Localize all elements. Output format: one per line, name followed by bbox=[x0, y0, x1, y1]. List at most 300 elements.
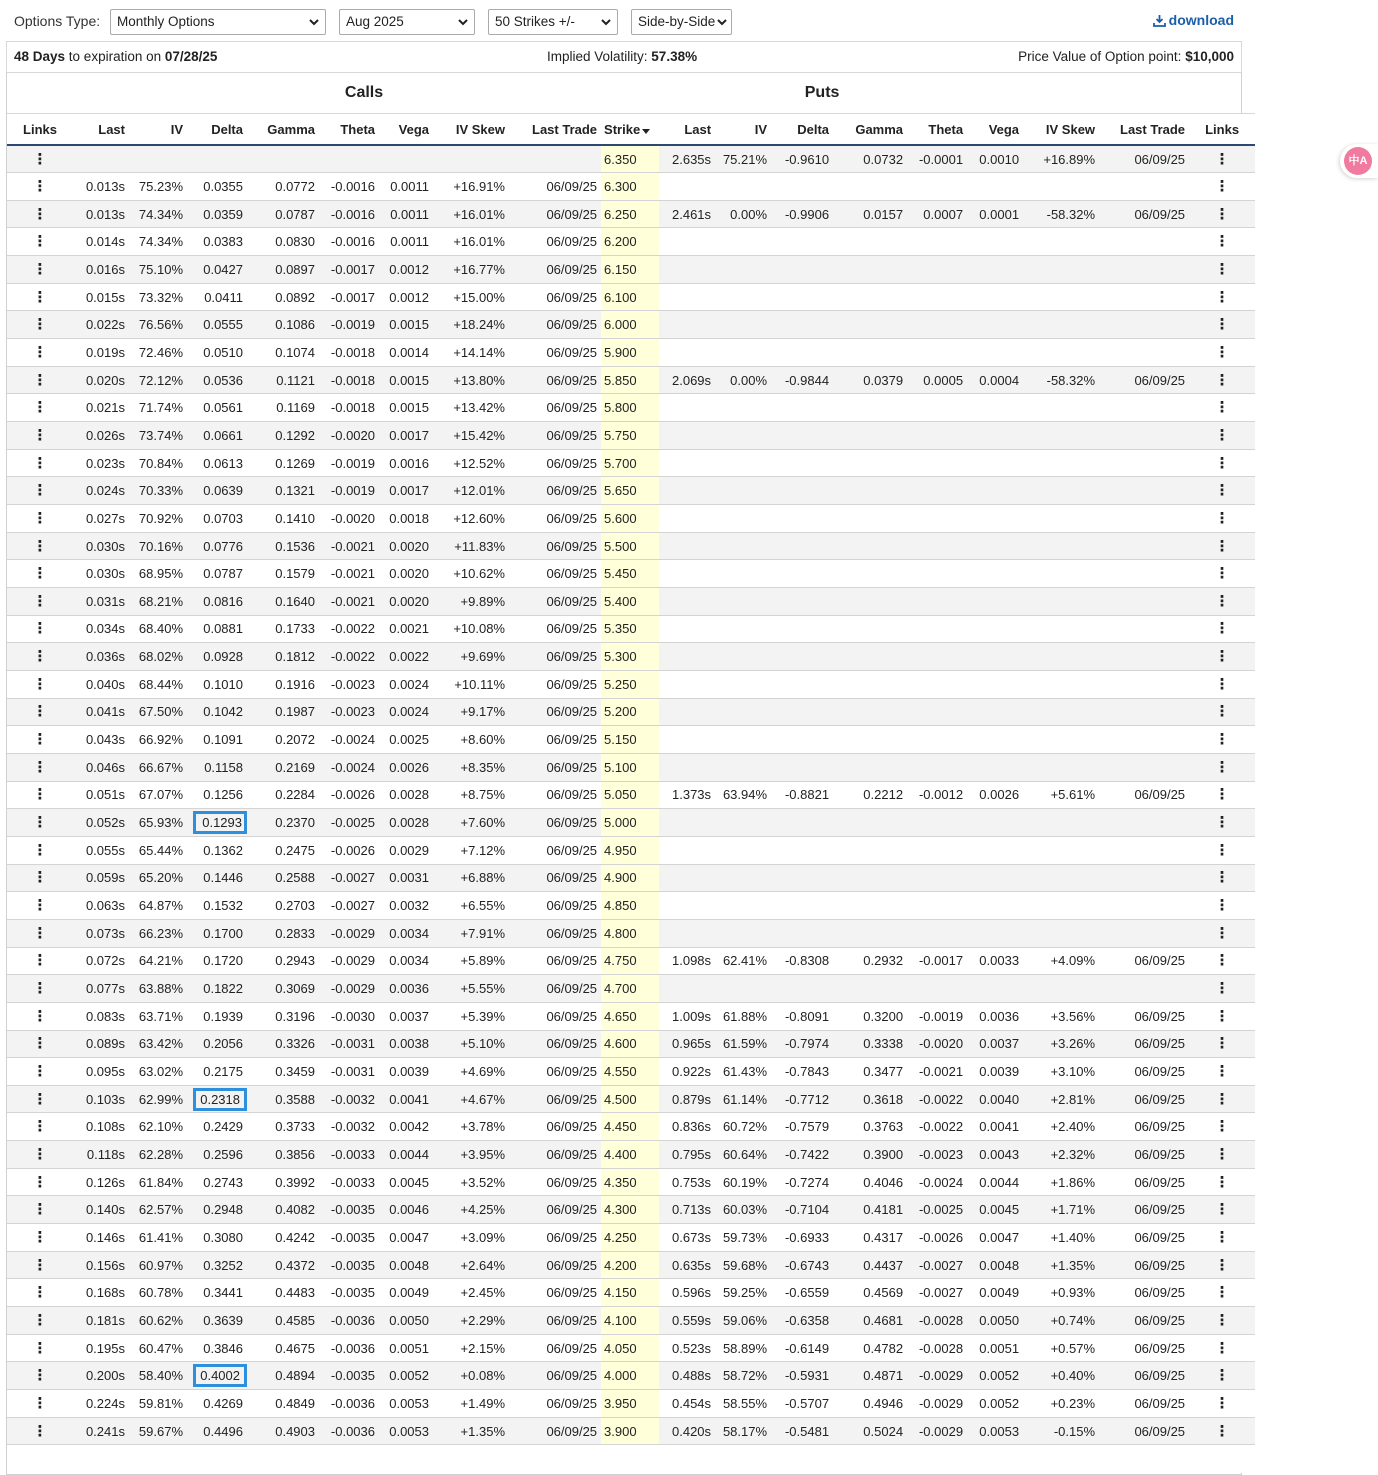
calls-links-menu[interactable] bbox=[7, 1058, 73, 1086]
calls-theta: -0.0031 bbox=[330, 1063, 375, 1079]
puts-last-trade-cell bbox=[1099, 698, 1189, 726]
more-vertical-icon: ⋮ bbox=[32, 1256, 48, 1274]
puts-links-menu[interactable] bbox=[1189, 1002, 1255, 1030]
option-row bbox=[7, 919, 1255, 947]
calls-gamma-cell bbox=[247, 228, 319, 256]
calls-links-menu[interactable] bbox=[7, 698, 73, 726]
strikes-select[interactable] bbox=[488, 9, 618, 35]
calls-iv: 62.10% bbox=[138, 1119, 183, 1135]
calls-gamma-cell bbox=[247, 809, 319, 837]
puts-links-menu[interactable] bbox=[1189, 477, 1255, 505]
col-header-puts-vega bbox=[967, 114, 1023, 146]
strike-price: 6.200 bbox=[604, 234, 637, 250]
puts-links-menu[interactable] bbox=[1189, 560, 1255, 588]
puts-iv-cell bbox=[715, 256, 771, 284]
puts-last-trade-cell bbox=[1099, 1334, 1189, 1362]
more-vertical-icon: ⋮ bbox=[1214, 1062, 1230, 1080]
calls-last-trade: 06/09/25 bbox=[546, 427, 598, 443]
more-vertical-icon: ⋮ bbox=[32, 703, 48, 721]
calls-links-menu[interactable] bbox=[7, 1196, 73, 1224]
puts-vega-cell bbox=[967, 836, 1023, 864]
calls-vega-cell bbox=[379, 145, 433, 173]
puts-gamma-cell bbox=[833, 394, 907, 422]
calls-gamma-cell bbox=[247, 1030, 319, 1058]
calls-delta: 0.1256 bbox=[203, 787, 243, 803]
puts-delta-cell bbox=[771, 1113, 833, 1141]
puts-iv-cell bbox=[715, 947, 771, 975]
calls-last-trade: 06/09/25 bbox=[546, 759, 598, 775]
calls-links-menu[interactable] bbox=[7, 1390, 73, 1418]
puts-iv-cell bbox=[715, 1196, 771, 1224]
calls-vega-cell bbox=[379, 283, 433, 311]
calls-links-menu[interactable] bbox=[7, 560, 73, 588]
calls-theta: -0.0027 bbox=[330, 898, 375, 914]
calls-links-menu[interactable] bbox=[7, 836, 73, 864]
calls-vega: 0.0041 bbox=[389, 1091, 429, 1107]
puts-links-menu[interactable] bbox=[1189, 698, 1255, 726]
calls-links-menu[interactable] bbox=[7, 670, 73, 698]
calls-delta-cell bbox=[187, 1168, 247, 1196]
puts-last-trade: 06/09/25 bbox=[1134, 1395, 1186, 1411]
view-select[interactable] bbox=[631, 9, 732, 35]
puts-last-trade: 06/09/25 bbox=[1134, 1008, 1186, 1024]
calls-iv-cell bbox=[129, 366, 187, 394]
calls-links-menu[interactable] bbox=[7, 422, 73, 450]
puts-iv-cell bbox=[715, 975, 771, 1003]
calls-links-menu[interactable] bbox=[7, 228, 73, 256]
calls-links-menu[interactable] bbox=[7, 283, 73, 311]
puts-links-menu[interactable] bbox=[1189, 449, 1255, 477]
puts-last: 1.373s bbox=[672, 787, 712, 803]
calls-links-menu[interactable] bbox=[7, 1030, 73, 1058]
puts-iv-skew: +0.93% bbox=[1050, 1285, 1096, 1301]
puts-last-trade-cell bbox=[1099, 1030, 1189, 1058]
more-vertical-icon: ⋮ bbox=[1214, 952, 1230, 970]
calls-iv-skew-cell bbox=[433, 588, 509, 616]
puts-iv-cell bbox=[715, 615, 771, 643]
calls-last-cell bbox=[73, 1030, 129, 1058]
calls-links-menu[interactable] bbox=[7, 947, 73, 975]
calls-links-menu[interactable] bbox=[7, 892, 73, 920]
calls-links-menu[interactable] bbox=[7, 726, 73, 754]
calls-delta: 0.0787 bbox=[203, 566, 243, 582]
calls-links-menu[interactable] bbox=[7, 505, 73, 533]
calls-last-trade-cell bbox=[509, 615, 601, 643]
calls-iv: 70.84% bbox=[138, 455, 183, 471]
puts-links-menu[interactable] bbox=[1189, 283, 1255, 311]
puts-links-menu[interactable] bbox=[1189, 366, 1255, 394]
calls-links-menu[interactable] bbox=[7, 311, 73, 339]
calls-delta: 0.2318 bbox=[193, 1088, 247, 1111]
calls-links-menu[interactable] bbox=[7, 1307, 73, 1335]
puts-links-menu[interactable] bbox=[1189, 643, 1255, 671]
calls-last-trade-cell bbox=[509, 532, 601, 560]
puts-links-menu[interactable] bbox=[1189, 1196, 1255, 1224]
calls-links-menu[interactable] bbox=[7, 919, 73, 947]
calls-delta-cell bbox=[187, 670, 247, 698]
calls-last: 0.200s bbox=[85, 1368, 125, 1384]
puts-last-cell bbox=[659, 1417, 715, 1445]
calls-last: 0.195s bbox=[85, 1340, 125, 1356]
puts-links-menu[interactable] bbox=[1189, 228, 1255, 256]
puts-gamma-cell bbox=[833, 1334, 907, 1362]
calls-gamma: 0.1121 bbox=[276, 372, 315, 388]
calls-iv-cell bbox=[129, 781, 187, 809]
calls-iv-skew: +12.60% bbox=[453, 510, 505, 526]
calls-iv-cell bbox=[129, 1362, 187, 1390]
puts-iv-cell bbox=[715, 422, 771, 450]
puts-last-cell bbox=[659, 753, 715, 781]
calls-last: 0.059s bbox=[85, 870, 125, 886]
calls-links-menu[interactable] bbox=[7, 864, 73, 892]
calls-links-menu[interactable] bbox=[7, 1251, 73, 1279]
strike-cell bbox=[601, 366, 659, 394]
calls-vega-cell bbox=[379, 200, 433, 228]
calls-gamma: 0.4903 bbox=[275, 1423, 315, 1439]
puts-links-menu[interactable] bbox=[1189, 1390, 1255, 1418]
puts-vega: 0.0052 bbox=[979, 1395, 1020, 1411]
calls-delta-cell bbox=[187, 1002, 247, 1030]
calls-gamma-cell bbox=[247, 753, 319, 781]
puts-theta-cell bbox=[907, 615, 967, 643]
calls-links-menu[interactable] bbox=[7, 1279, 73, 1307]
calls-links-menu[interactable] bbox=[7, 643, 73, 671]
puts-links-menu[interactable] bbox=[1189, 422, 1255, 450]
puts-last-cell bbox=[659, 477, 715, 505]
calls-links-menu[interactable] bbox=[7, 1085, 73, 1113]
calls-theta: -0.0017 bbox=[330, 289, 375, 305]
download-link[interactable] bbox=[1153, 12, 1234, 28]
puts-iv-skew-cell bbox=[1023, 1141, 1099, 1169]
puts-delta: -0.7422 bbox=[784, 1146, 830, 1162]
calls-theta: -0.0036 bbox=[330, 1395, 375, 1411]
strike-cell bbox=[601, 283, 659, 311]
puts-delta-cell bbox=[771, 1196, 833, 1224]
calls-links-menu[interactable] bbox=[7, 449, 73, 477]
calls-iv-skew-cell bbox=[433, 1307, 509, 1335]
puts-iv-cell bbox=[715, 449, 771, 477]
puts-last-trade: 06/09/25 bbox=[1134, 1423, 1186, 1439]
calls-gamma-cell bbox=[247, 588, 319, 616]
calls-iv-skew-cell bbox=[433, 449, 509, 477]
calls-gamma: 0.1579 bbox=[275, 566, 315, 582]
puts-iv: 62.41% bbox=[722, 953, 768, 969]
calls-links-menu[interactable] bbox=[7, 753, 73, 781]
calls-last-trade-cell bbox=[509, 919, 601, 947]
calls-gamma: 0.4483 bbox=[275, 1285, 315, 1301]
puts-links-menu[interactable] bbox=[1189, 1058, 1255, 1086]
strike-price: 5.900 bbox=[604, 344, 637, 360]
calls-iv-cell bbox=[129, 892, 187, 920]
puts-last-trade-cell bbox=[1099, 1417, 1189, 1445]
calls-last: 0.181s bbox=[85, 1312, 125, 1328]
puts-iv-skew-cell bbox=[1023, 449, 1099, 477]
calls-delta-cell bbox=[187, 366, 247, 394]
strike-cell bbox=[601, 560, 659, 588]
calls-delta: 0.0555 bbox=[203, 317, 243, 333]
puts-links-menu[interactable] bbox=[1189, 670, 1255, 698]
calls-links-menu[interactable] bbox=[7, 532, 73, 560]
puts-links-menu[interactable] bbox=[1189, 1113, 1255, 1141]
calls-links-menu[interactable] bbox=[7, 256, 73, 284]
more-vertical-icon: ⋮ bbox=[1214, 509, 1230, 527]
puts-iv-cell bbox=[715, 1390, 771, 1418]
puts-iv-skew: +1.86% bbox=[1050, 1174, 1096, 1190]
calls-gamma: 0.1074 bbox=[275, 344, 315, 360]
puts-vega-cell bbox=[967, 311, 1023, 339]
puts-gamma-cell bbox=[833, 1251, 907, 1279]
puts-links-menu[interactable] bbox=[1189, 864, 1255, 892]
puts-links-menu[interactable] bbox=[1189, 394, 1255, 422]
puts-links-menu[interactable] bbox=[1189, 615, 1255, 643]
puts-iv-skew: +3.10% bbox=[1050, 1063, 1096, 1079]
puts-iv-cell bbox=[715, 311, 771, 339]
puts-iv-skew: +3.56% bbox=[1050, 1008, 1096, 1024]
puts-links-menu[interactable] bbox=[1189, 947, 1255, 975]
strike-cell bbox=[601, 1113, 659, 1141]
puts-last-trade-cell bbox=[1099, 1279, 1189, 1307]
calls-links-menu[interactable] bbox=[7, 1141, 73, 1169]
calls-last: 0.063s bbox=[85, 898, 125, 914]
calls-iv-skew-cell bbox=[433, 311, 509, 339]
puts-last-trade-cell bbox=[1099, 1307, 1189, 1335]
calls-theta-cell bbox=[319, 1141, 379, 1169]
puts-theta: -0.0027 bbox=[918, 1257, 964, 1273]
calls-last-cell bbox=[73, 449, 129, 477]
strike-cell bbox=[601, 228, 659, 256]
puts-links-menu[interactable] bbox=[1189, 1334, 1255, 1362]
calls-iv-cell bbox=[129, 1168, 187, 1196]
calls-delta-cell bbox=[187, 975, 247, 1003]
puts-theta: -0.0023 bbox=[918, 1146, 964, 1162]
puts-links-menu[interactable] bbox=[1189, 588, 1255, 616]
puts-links-menu[interactable] bbox=[1189, 1417, 1255, 1445]
calls-links-menu[interactable] bbox=[7, 477, 73, 505]
calls-links-menu[interactable] bbox=[7, 975, 73, 1003]
strike-cell bbox=[601, 975, 659, 1003]
puts-vega-cell bbox=[967, 394, 1023, 422]
puts-last: 0.559s bbox=[672, 1312, 712, 1328]
puts-links-menu[interactable] bbox=[1189, 836, 1255, 864]
puts-links-menu[interactable] bbox=[1189, 1085, 1255, 1113]
puts-links-menu[interactable] bbox=[1189, 1307, 1255, 1335]
calls-links-menu[interactable] bbox=[7, 1113, 73, 1141]
calls-links-menu[interactable] bbox=[7, 394, 73, 422]
calls-vega: 0.0045 bbox=[389, 1174, 429, 1190]
calls-iv-skew-cell bbox=[433, 1168, 509, 1196]
puts-delta-cell bbox=[771, 283, 833, 311]
calls-last-trade-cell bbox=[509, 836, 601, 864]
puts-iv-cell bbox=[715, 726, 771, 754]
calls-links-menu[interactable] bbox=[7, 1334, 73, 1362]
calls-iv-skew-cell bbox=[433, 919, 509, 947]
calls-links-menu[interactable] bbox=[7, 173, 73, 201]
calls-delta: 0.2743 bbox=[203, 1174, 243, 1190]
option-row bbox=[7, 1251, 1255, 1279]
calls-theta-cell bbox=[319, 1417, 379, 1445]
puts-links-menu[interactable] bbox=[1189, 919, 1255, 947]
strike-price: 5.700 bbox=[604, 455, 637, 471]
puts-last-cell bbox=[659, 1307, 715, 1335]
more-vertical-icon: ⋮ bbox=[1214, 786, 1230, 804]
more-vertical-icon: ⋮ bbox=[1214, 1394, 1230, 1412]
more-vertical-icon: ⋮ bbox=[1214, 675, 1230, 693]
options-type-select[interactable] bbox=[110, 9, 326, 35]
calls-delta-cell bbox=[187, 145, 247, 173]
strike-cell bbox=[601, 1390, 659, 1418]
calls-theta-cell bbox=[319, 145, 379, 173]
calls-links-menu[interactable] bbox=[7, 145, 73, 173]
calls-iv-skew: +14.14% bbox=[453, 344, 505, 360]
col-header-label: Vega bbox=[988, 121, 1020, 137]
puts-links-menu[interactable] bbox=[1189, 1224, 1255, 1252]
puts-links-menu[interactable] bbox=[1189, 975, 1255, 1003]
puts-iv-skew-cell bbox=[1023, 477, 1099, 505]
calls-iv-cell bbox=[129, 311, 187, 339]
puts-links-menu[interactable] bbox=[1189, 145, 1255, 173]
puts-last: 0.795s bbox=[672, 1146, 712, 1162]
calls-iv-skew: +9.89% bbox=[460, 593, 505, 609]
strike-price: 5.200 bbox=[604, 704, 637, 720]
translate-badge[interactable] bbox=[1340, 144, 1378, 178]
puts-links-menu[interactable] bbox=[1189, 1279, 1255, 1307]
calls-iv: 63.71% bbox=[138, 1008, 183, 1024]
calls-iv-skew-cell bbox=[433, 836, 509, 864]
puts-last-trade-cell bbox=[1099, 892, 1189, 920]
calls-iv-skew-cell bbox=[433, 394, 509, 422]
calls-iv: 59.81% bbox=[138, 1395, 183, 1411]
puts-gamma-cell bbox=[833, 588, 907, 616]
calls-iv-cell bbox=[129, 947, 187, 975]
calls-links-menu[interactable] bbox=[7, 615, 73, 643]
options-type-value: Monthly Options bbox=[117, 14, 215, 29]
puts-theta: -0.0028 bbox=[918, 1340, 964, 1356]
strike-price: 6.250 bbox=[604, 206, 637, 222]
puts-gamma-cell bbox=[833, 1417, 907, 1445]
more-vertical-icon: ⋮ bbox=[32, 565, 48, 583]
puts-links-menu[interactable] bbox=[1189, 311, 1255, 339]
calls-last-trade: 06/09/25 bbox=[546, 538, 598, 554]
puts-links-menu[interactable] bbox=[1189, 256, 1255, 284]
calls-links-menu[interactable] bbox=[7, 339, 73, 367]
calls-iv-skew: +6.88% bbox=[460, 870, 505, 886]
puts-links-menu[interactable] bbox=[1189, 1141, 1255, 1169]
calls-gamma: 0.2475 bbox=[275, 842, 315, 858]
calls-iv-cell bbox=[129, 809, 187, 837]
calls-links-menu[interactable] bbox=[7, 1362, 73, 1390]
calls-iv: 70.92% bbox=[138, 510, 183, 526]
strike-cell bbox=[601, 339, 659, 367]
puts-delta-cell bbox=[771, 1251, 833, 1279]
calls-links-menu[interactable] bbox=[7, 1002, 73, 1030]
puts-links-menu[interactable] bbox=[1189, 726, 1255, 754]
calls-last: 0.020s bbox=[85, 372, 125, 388]
calls-links-menu[interactable] bbox=[7, 200, 73, 228]
strike-price: 4.600 bbox=[604, 1036, 637, 1052]
col-header-strike[interactable] bbox=[601, 114, 659, 146]
puts-links-menu[interactable] bbox=[1189, 1168, 1255, 1196]
puts-links-menu[interactable] bbox=[1189, 753, 1255, 781]
option-row bbox=[7, 339, 1255, 367]
more-vertical-icon: ⋮ bbox=[32, 509, 48, 527]
puts-links-menu[interactable] bbox=[1189, 892, 1255, 920]
puts-links-menu[interactable] bbox=[1189, 809, 1255, 837]
calls-vega-cell bbox=[379, 1058, 433, 1086]
puts-delta-cell bbox=[771, 864, 833, 892]
calls-iv: 64.21% bbox=[138, 953, 183, 969]
calls-gamma-cell bbox=[247, 339, 319, 367]
puts-last-cell bbox=[659, 1058, 715, 1086]
calls-links-menu[interactable] bbox=[7, 809, 73, 837]
strike-cell bbox=[601, 1251, 659, 1279]
calls-links-menu[interactable] bbox=[7, 1224, 73, 1252]
puts-iv: 59.68% bbox=[722, 1257, 768, 1273]
puts-theta-cell bbox=[907, 339, 967, 367]
puts-vega-cell bbox=[967, 892, 1023, 920]
puts-links-menu[interactable] bbox=[1189, 1030, 1255, 1058]
puts-last-trade-cell bbox=[1099, 1058, 1189, 1086]
strike-cell bbox=[601, 1141, 659, 1169]
calls-gamma-cell bbox=[247, 836, 319, 864]
puts-vega-cell bbox=[967, 1390, 1023, 1418]
calls-links-menu[interactable] bbox=[7, 1168, 73, 1196]
puts-last-cell bbox=[659, 422, 715, 450]
more-vertical-icon: ⋮ bbox=[32, 1422, 48, 1440]
calls-iv-skew: +18.24% bbox=[453, 317, 505, 333]
calls-iv-cell bbox=[129, 1279, 187, 1307]
calls-delta-cell bbox=[187, 919, 247, 947]
calls-last-trade-cell bbox=[509, 726, 601, 754]
calls-links-menu[interactable] bbox=[7, 781, 73, 809]
calls-vega-cell bbox=[379, 1251, 433, 1279]
puts-iv-cell bbox=[715, 283, 771, 311]
expiry-select[interactable] bbox=[339, 9, 475, 35]
puts-vega-cell bbox=[967, 449, 1023, 477]
calls-last-cell bbox=[73, 670, 129, 698]
calls-theta-cell bbox=[319, 449, 379, 477]
calls-links-menu[interactable] bbox=[7, 366, 73, 394]
calls-theta-cell bbox=[319, 1085, 379, 1113]
calls-links-menu[interactable] bbox=[7, 588, 73, 616]
calls-gamma: 0.1733 bbox=[275, 621, 315, 637]
calls-last-trade-cell bbox=[509, 670, 601, 698]
puts-iv-skew-cell bbox=[1023, 283, 1099, 311]
puts-links-menu[interactable] bbox=[1189, 1251, 1255, 1279]
puts-iv-skew-cell bbox=[1023, 1334, 1099, 1362]
calls-last-cell bbox=[73, 505, 129, 533]
puts-links-menu[interactable] bbox=[1189, 339, 1255, 367]
puts-links-menu[interactable] bbox=[1189, 173, 1255, 201]
more-vertical-icon: ⋮ bbox=[1214, 731, 1230, 749]
calls-theta-cell bbox=[319, 1030, 379, 1058]
puts-links-menu[interactable] bbox=[1189, 532, 1255, 560]
calls-iv: 60.47% bbox=[138, 1340, 183, 1356]
calls-vega: 0.0016 bbox=[389, 455, 429, 471]
strike-price: 4.850 bbox=[604, 898, 637, 914]
calls-iv-cell bbox=[129, 422, 187, 450]
calls-delta: 0.1720 bbox=[203, 953, 243, 969]
calls-gamma-cell bbox=[247, 1362, 319, 1390]
puts-links-menu[interactable] bbox=[1189, 200, 1255, 228]
puts-theta: -0.0022 bbox=[918, 1091, 964, 1107]
expiration-date: 07/28/25 bbox=[164, 49, 218, 64]
puts-links-menu[interactable] bbox=[1189, 781, 1255, 809]
puts-links-menu[interactable] bbox=[1189, 1362, 1255, 1390]
puts-links-menu[interactable] bbox=[1189, 505, 1255, 533]
calls-iv-skew-cell bbox=[433, 505, 509, 533]
puts-vega-cell bbox=[967, 228, 1023, 256]
calls-links-menu[interactable] bbox=[7, 1417, 73, 1445]
